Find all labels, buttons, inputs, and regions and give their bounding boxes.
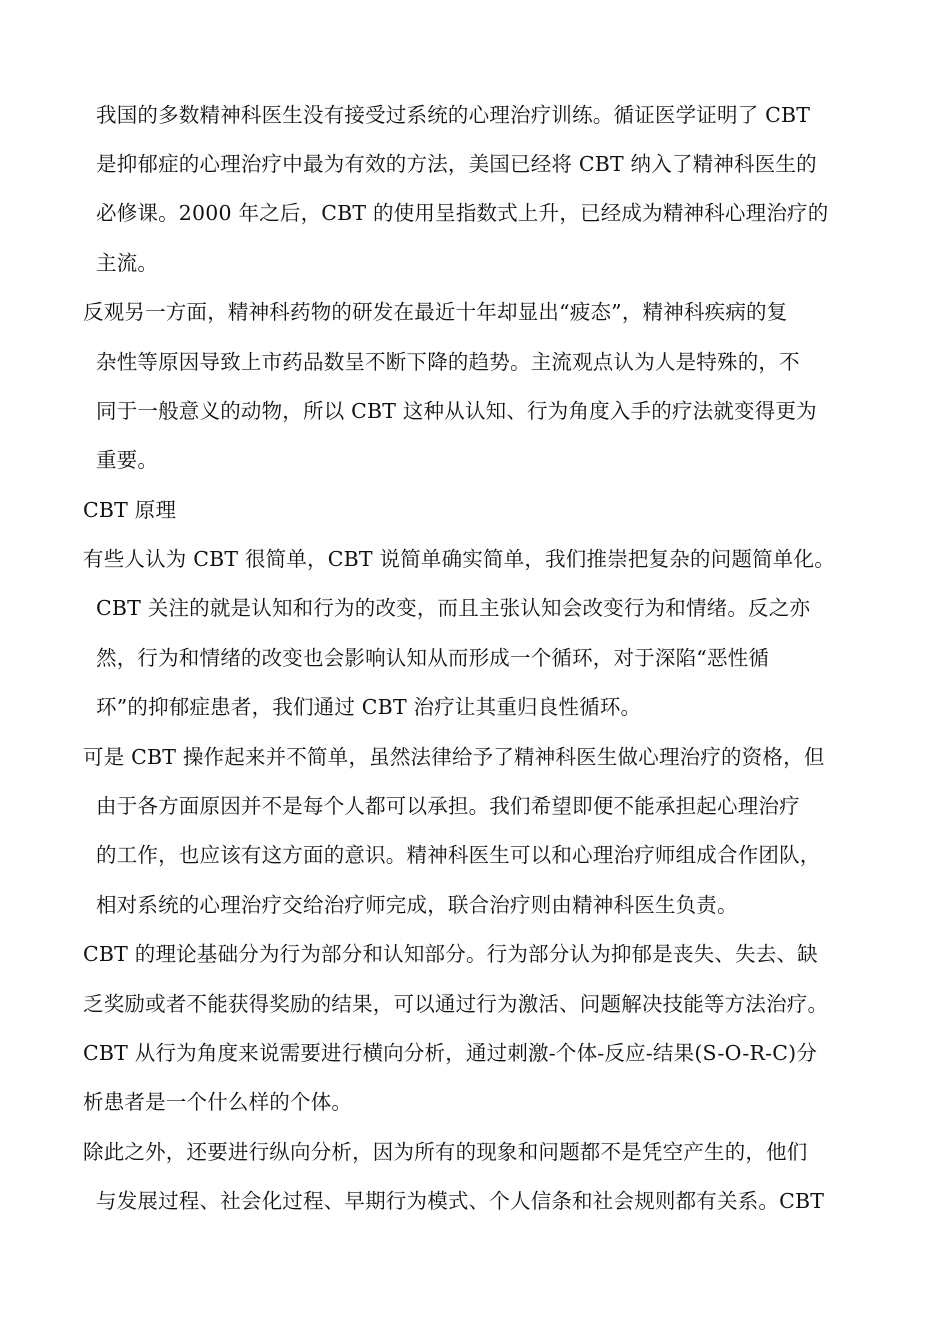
text-line: 重要。: [96, 448, 159, 472]
text-line: 析患者是一个什么样的个体。: [83, 1090, 353, 1114]
text-line: 的工作，也应该有这方面的意识。精神科医生可以和心理治疗师组成合作团队，: [96, 843, 821, 867]
text-line: 反观另一方面，精神科药物的研发在最近十年却显出“疲态”，精神科疾病的复: [83, 300, 788, 324]
text-line: 主流。: [96, 251, 159, 275]
text-line: 与发展过程、社会化过程、早期行为模式、个人信条和社会规则都有关系。CBT: [96, 1189, 825, 1213]
text-line: 是抑郁症的心理治疗中最为有效的方法，美国已经将 CBT 纳入了精神科医生的: [96, 152, 817, 176]
text-line: 除此之外，还要进行纵向分析，因为所有的现象和问题都不是凭空产生的，他们: [83, 1140, 808, 1164]
text-line: CBT 关注的就是认知和行为的改变，而且主张认知会改变行为和情绪。反之亦: [96, 596, 811, 620]
text-line: CBT 的理论基础分为行为部分和认知部分。行为部分认为抑郁是丧失、失去、缺: [83, 942, 818, 966]
text-line: 然，行为和情绪的改变也会影响认知从而形成一个循环，对于深陷“恶性循: [96, 646, 770, 670]
text-line: 必修课。2000 年之后，CBT 的使用呈指数式上升，已经成为精神科心理治疗的: [96, 201, 829, 225]
text-line: 杂性等原因导致上市药品数呈不断下降的趋势。主流观点认为人是特殊的，不: [96, 350, 800, 374]
text-line: 同于一般意义的动物，所以 CBT 这种从认知、行为角度入手的疗法就变得更为: [96, 399, 817, 423]
text-line: 环”的抑郁症患者，我们通过 CBT 治疗让其重归良性循环。: [96, 695, 642, 719]
text-line: 可是 CBT 操作起来并不简单，虽然法律给予了精神科医生做心理治疗的资格，但: [83, 745, 825, 769]
text-line: 有些人认为 CBT 很简单，CBT 说简单确实简单，我们推崇把复杂的问题简单化。: [83, 547, 835, 571]
text-line: 由于各方面原因并不是每个人都可以承担。我们希望即便不能承担起心理治疗: [96, 794, 800, 818]
text-line: 乏奖励或者不能获得奖励的结果，可以通过行为激活、问题解决技能等方法治疗。: [83, 992, 829, 1016]
text-line: 相对系统的心理治疗交给治疗师完成，联合治疗则由精神科医生负责。: [96, 893, 738, 917]
text-line: 我国的多数精神科医生没有接受过系统的心理治疗训练。循证医学证明了 CBT: [96, 103, 811, 127]
section-heading: CBT 原理: [83, 498, 177, 522]
text-line: CBT 从行为角度来说需要进行横向分析，通过刺激-个体-反应-结果(S-O-R-C)分: [83, 1041, 818, 1065]
